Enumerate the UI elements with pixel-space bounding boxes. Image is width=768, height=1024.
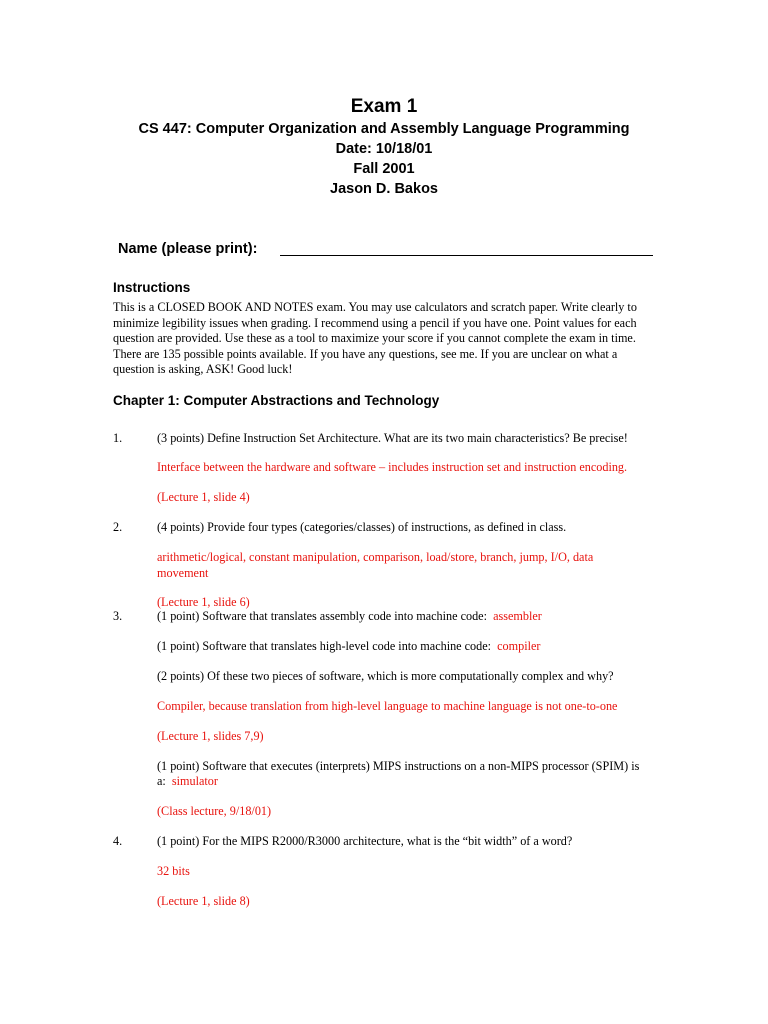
question-part-prompt: (1 point) Software that translates high-level code into machine code: — [157, 639, 492, 653]
name-input-line[interactable] — [280, 255, 653, 256]
exam-date: Date: 10/18/01 — [335, 141, 433, 157]
course-title: CS 447: Computer Organization and Assembly Language Programming — [138, 121, 630, 137]
instructions-body: This is a CLOSED BOOK AND NOTES exam. You may use calculators and scratch paper. Write clearly to minimize legibility issues when grading. I recommend using a pencil if you have one. Point values for each question are provided. Use these as a tool to maximize your score if you cannot complete the exam in time. There are 135 possible points available. If you have any questions, see me. If you are unclear on what a question is asking, ASK! Good luck! — [113, 300, 637, 377]
instructions-heading: Instructions — [113, 280, 191, 295]
question-number: 1. — [113, 431, 123, 445]
question-answer: 32 bits — [157, 864, 190, 878]
question-prompt: (1 point) Software that executes (interprets) MIPS instructions on a non-MIPS processor (SPIM) is — [157, 759, 640, 773]
question-reference: (Class lecture, 9/18/01) — [157, 804, 272, 818]
question-part-answer: assembler — [493, 609, 542, 623]
question-number: 4. — [113, 834, 123, 848]
question-reference: (Lecture 1, slide 6) — [157, 595, 250, 609]
question-prompt: (1 point) For the MIPS R2000/R3000 architecture, what is the “bit width” of a word? — [157, 834, 573, 848]
question-prompt — [157, 609, 542, 624]
chapter-heading: Chapter 1: Computer Abstractions and Technology — [113, 393, 440, 408]
question-prompt: (3 points) Define Instruction Set Architecture. What are its two main characteristics? Be precise! — [157, 431, 628, 445]
question-reference: (Lecture 1, slides 7,9) — [157, 729, 264, 743]
question-prompt: (4 points) Provide four types (categories/classes) of instructions, as defined in class. — [157, 520, 567, 534]
question-reference: (Lecture 1, slide 8) — [157, 894, 250, 908]
question-answer: Interface between the hardware and software – includes instruction set and instruction encoding. — [157, 460, 628, 474]
question-prompt: (2 points) Of these two pieces of software, which is more computationally complex and why? — [157, 669, 614, 683]
question-answer: arithmetic/logical, constant manipulation, comparison, load/store, branch, jump, I/O, data movement — [157, 550, 594, 580]
question-part-answer: simulator — [171, 774, 218, 788]
exam-title: Exam 1 — [350, 96, 418, 117]
question-reference: (Lecture 1, slide 4) — [157, 490, 250, 504]
exam-author: Jason D. Bakos — [330, 181, 438, 197]
name-label: Name (please print): — [118, 241, 258, 257]
question-part-answer: compiler — [497, 639, 541, 653]
question-number: 3. — [113, 609, 123, 623]
question-answer: Compiler, because translation from high-level language to machine language is not one-to-one — [157, 699, 618, 713]
question-prompt — [157, 774, 218, 789]
question-prompt — [157, 639, 540, 654]
exam-term: Fall 2001 — [353, 161, 415, 177]
question-number: 2. — [113, 520, 123, 534]
question-part-prompt: (1 point) Software that translates assembly code into machine code: — [157, 609, 487, 623]
question-part-prompt: a: — [157, 774, 166, 788]
